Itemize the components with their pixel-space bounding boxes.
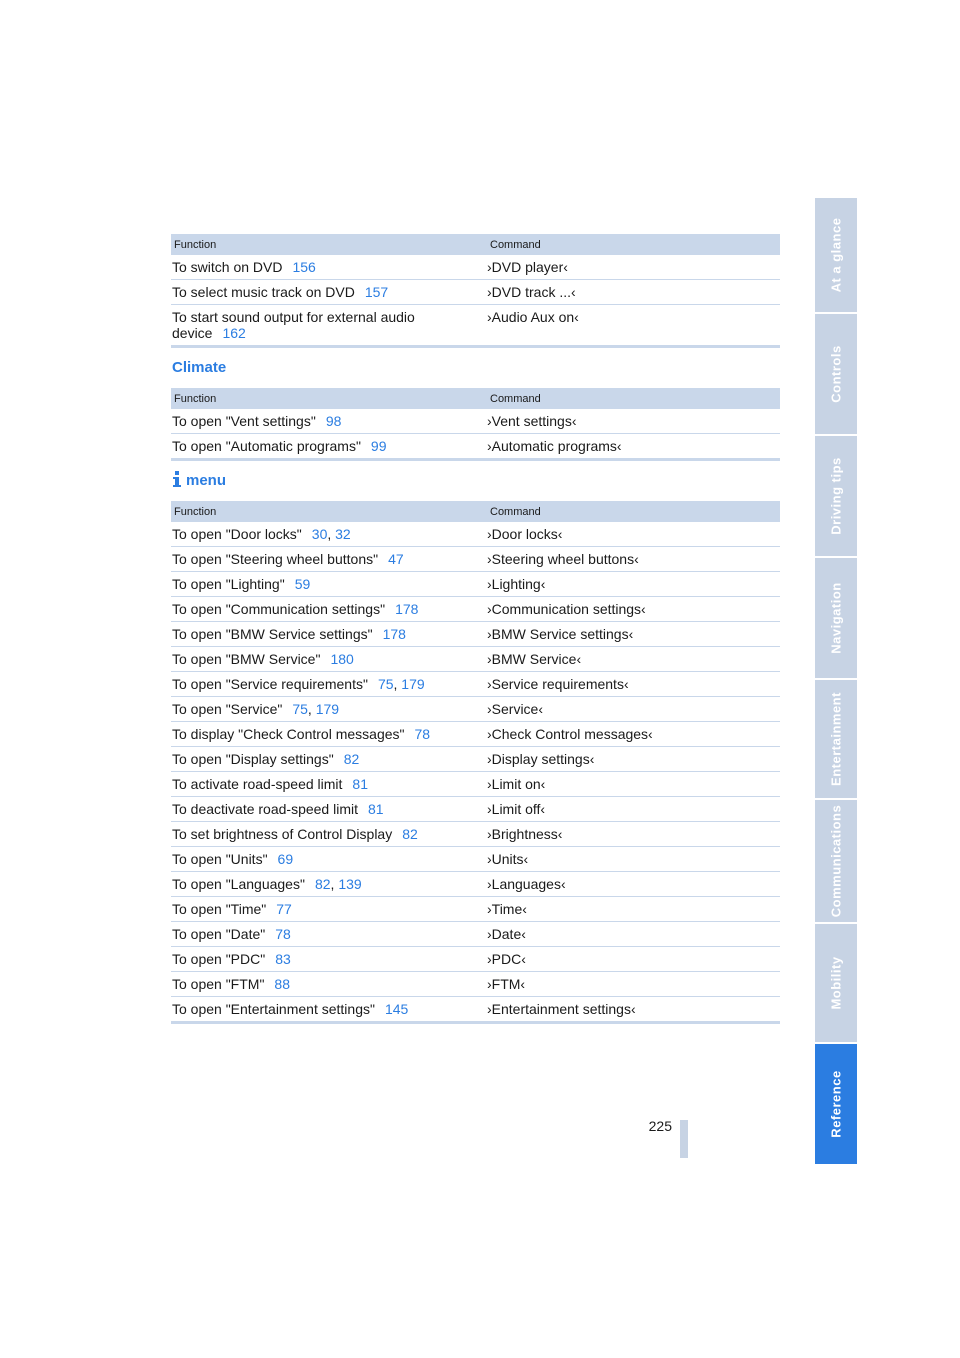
info-menu-commands-table <box>171 501 780 1024</box>
column-header-function: Function <box>171 501 487 522</box>
command-cell: ›Communication settings‹ <box>487 597 780 622</box>
command-cell: ›Units‹ <box>487 847 780 872</box>
function-cell: To open "Languages" 82, 139 <box>171 872 487 897</box>
table-row <box>171 722 780 747</box>
column-header-command: Command <box>487 388 780 409</box>
command-cell: ›Service‹ <box>487 697 780 722</box>
page-ref-link[interactable]: 145 <box>384 1001 409 1017</box>
function-cell: To open "Communication settings" 178 <box>171 597 487 622</box>
page-ref-link[interactable]: 162 <box>222 325 246 341</box>
table-row <box>171 897 780 922</box>
table-row <box>171 280 780 305</box>
command-cell: ›Date‹ <box>487 922 780 947</box>
command-cell: ›Lighting‹ <box>487 572 780 597</box>
function-cell: To open "Entertainment settings" 145 <box>171 997 487 1023</box>
function-cell: To open "Time" 77 <box>171 897 487 922</box>
function-cell: To open "Vent settings" 98 <box>171 409 487 434</box>
command-cell: ›Check Control messages‹ <box>487 722 780 747</box>
page-ref-link[interactable]: 81 <box>368 801 384 817</box>
table-header <box>171 501 780 522</box>
page-ref-link[interactable]: 78 <box>414 726 431 742</box>
command-cell: ›Steering wheel buttons‹ <box>487 547 780 572</box>
page-ref-link[interactable]: 179 <box>315 701 340 717</box>
command-cell: ›FTM‹ <box>487 972 780 997</box>
function-cell: To start sound output for external audio device 162 <box>171 305 487 347</box>
function-cell: To open "Service requirements" 75, 179 <box>171 672 487 697</box>
page-ref-link[interactable]: 98 <box>325 413 342 429</box>
chapter-tab-navigation[interactable]: Navigation <box>815 558 857 678</box>
function-cell: To open "Steering wheel buttons" 47 <box>171 547 487 572</box>
command-cell: ›Automatic programs‹ <box>487 434 780 460</box>
table-row <box>171 697 780 722</box>
command-cell: ›Languages‹ <box>487 872 780 897</box>
table-row <box>171 872 780 897</box>
table-row <box>171 647 780 672</box>
column-header-command: Command <box>487 501 780 522</box>
function-cell: To open "Lighting" 59 <box>171 572 487 597</box>
page-ref-link[interactable]: 78 <box>275 926 291 942</box>
function-cell: To open "PDC" 83 <box>171 947 487 972</box>
page-ref-link[interactable]: 82 <box>402 826 418 842</box>
function-cell: To activate road-speed limit 81 <box>171 772 487 797</box>
function-cell: To open "FTM" 88 <box>171 972 487 997</box>
table-row <box>171 922 780 947</box>
function-cell: To open "Units" 69 <box>171 847 487 872</box>
page-ref-link[interactable]: 77 <box>276 901 292 917</box>
page-ref-link[interactable]: 81 <box>352 776 368 792</box>
page-content <box>171 234 780 1024</box>
page-ref-link[interactable]: 75 <box>292 701 308 717</box>
page-ref-link[interactable]: 30 <box>311 526 328 542</box>
page-ref-link[interactable]: 178 <box>395 601 419 617</box>
table-row <box>171 672 780 697</box>
function-cell: To deactivate road-speed limit 81 <box>171 797 487 822</box>
page-ref-link[interactable]: 69 <box>277 851 294 867</box>
table-row <box>171 434 780 460</box>
table-row <box>171 572 780 597</box>
page-ref-link[interactable]: 156 <box>292 259 316 275</box>
chapter-sidebar <box>815 198 857 1166</box>
chapter-tab-at-a-glance[interactable]: At a glance <box>815 198 857 312</box>
table-header <box>171 234 780 255</box>
column-header-function: Function <box>171 388 487 409</box>
table-row <box>171 409 780 434</box>
page-ref-link[interactable]: 82 <box>343 751 360 767</box>
table-row <box>171 772 780 797</box>
page-ref-link[interactable]: 47 <box>388 551 404 567</box>
command-cell: ›Display settings‹ <box>487 747 780 772</box>
page-ref-link[interactable]: 59 <box>294 576 311 592</box>
function-cell: To open "BMW Service" 180 <box>171 647 487 672</box>
page-ref-link[interactable]: 179 <box>401 676 425 692</box>
function-cell: To open "Automatic programs" 99 <box>171 434 487 460</box>
command-cell: ›Vent settings‹ <box>487 409 780 434</box>
info-menu-rows <box>171 522 780 1023</box>
function-cell: To open "Display settings" 82 <box>171 747 487 772</box>
page-ref-link[interactable]: 157 <box>364 284 389 300</box>
chapter-tab-driving-tips[interactable]: Driving tips <box>815 436 857 556</box>
chapter-tab-communications[interactable]: Communications <box>815 800 857 922</box>
section-title-climate: Climate <box>172 359 227 376</box>
page-ref-link[interactable]: 82 <box>314 876 331 892</box>
function-cell: To open "Service" 75, 179 <box>171 697 487 722</box>
table-row <box>171 797 780 822</box>
function-cell: To open "Door locks" 30, 32 <box>171 522 487 547</box>
function-cell: To select music track on DVD 157 <box>171 280 487 305</box>
function-cell: To switch on DVD 156 <box>171 255 487 280</box>
table-row <box>171 622 780 647</box>
function-cell: To display "Check Control messages" 78 <box>171 722 487 747</box>
table-row <box>171 822 780 847</box>
page-ref-link[interactable]: 32 <box>335 526 351 542</box>
column-header-command: Command <box>487 234 780 255</box>
command-cell: ›Limit off‹ <box>487 797 780 822</box>
chapter-tab-controls[interactable]: Controls <box>815 314 857 434</box>
page-ref-link[interactable]: 75 <box>377 676 394 692</box>
command-cell: ›Door locks‹ <box>487 522 780 547</box>
command-cell: ›Service requirements‹ <box>487 672 780 697</box>
page-number: 225 <box>648 1118 672 1134</box>
command-cell: ›PDC‹ <box>487 947 780 972</box>
page-ref-link[interactable]: 178 <box>382 626 406 642</box>
table-row <box>171 522 780 547</box>
section-title-info-menu: menu <box>172 471 780 491</box>
table-row <box>171 597 780 622</box>
function-cell: To open "Date" 78 <box>171 922 487 947</box>
table-row <box>171 255 780 280</box>
page-ref-link[interactable]: 99 <box>370 438 387 454</box>
page-ref-link[interactable]: 83 <box>275 951 291 967</box>
table-row <box>171 547 780 572</box>
command-cell: ›DVD player‹ <box>487 255 780 280</box>
function-cell: To set brightness of Control Display 82 <box>171 822 487 847</box>
table-header <box>171 388 780 409</box>
command-cell: ›Entertainment settings‹ <box>487 997 780 1023</box>
table-row <box>171 847 780 872</box>
function-cell: To open "BMW Service settings" 178 <box>171 622 487 647</box>
command-cell: ›DVD track ...‹ <box>487 280 780 305</box>
chapter-tab-entertainment[interactable]: Entertainment <box>815 680 857 798</box>
column-header-function: Function <box>171 234 487 255</box>
command-cell: ›BMW Service‹ <box>487 647 780 672</box>
page-ref-link[interactable]: 88 <box>274 976 290 992</box>
command-cell: ›Time‹ <box>487 897 780 922</box>
table-row <box>171 747 780 772</box>
table-row <box>171 972 780 997</box>
table-row <box>171 947 780 972</box>
command-cell: ›Audio Aux on‹ <box>487 305 780 347</box>
table-row <box>171 305 780 347</box>
dvd-commands-table <box>171 234 780 348</box>
chapter-tab-reference[interactable]: Reference <box>815 1044 857 1164</box>
page-number-bar <box>680 1120 688 1158</box>
command-cell: ›BMW Service settings‹ <box>487 622 780 647</box>
chapter-tab-mobility[interactable]: Mobility <box>815 924 857 1042</box>
command-cell: ›Limit on‹ <box>487 772 780 797</box>
page-ref-link[interactable]: 180 <box>330 651 354 667</box>
info-icon <box>172 471 182 487</box>
table-row <box>171 997 780 1023</box>
climate-commands-table <box>171 388 780 461</box>
page-ref-link[interactable]: 139 <box>338 876 362 892</box>
command-cell: ›Brightness‹ <box>487 822 780 847</box>
